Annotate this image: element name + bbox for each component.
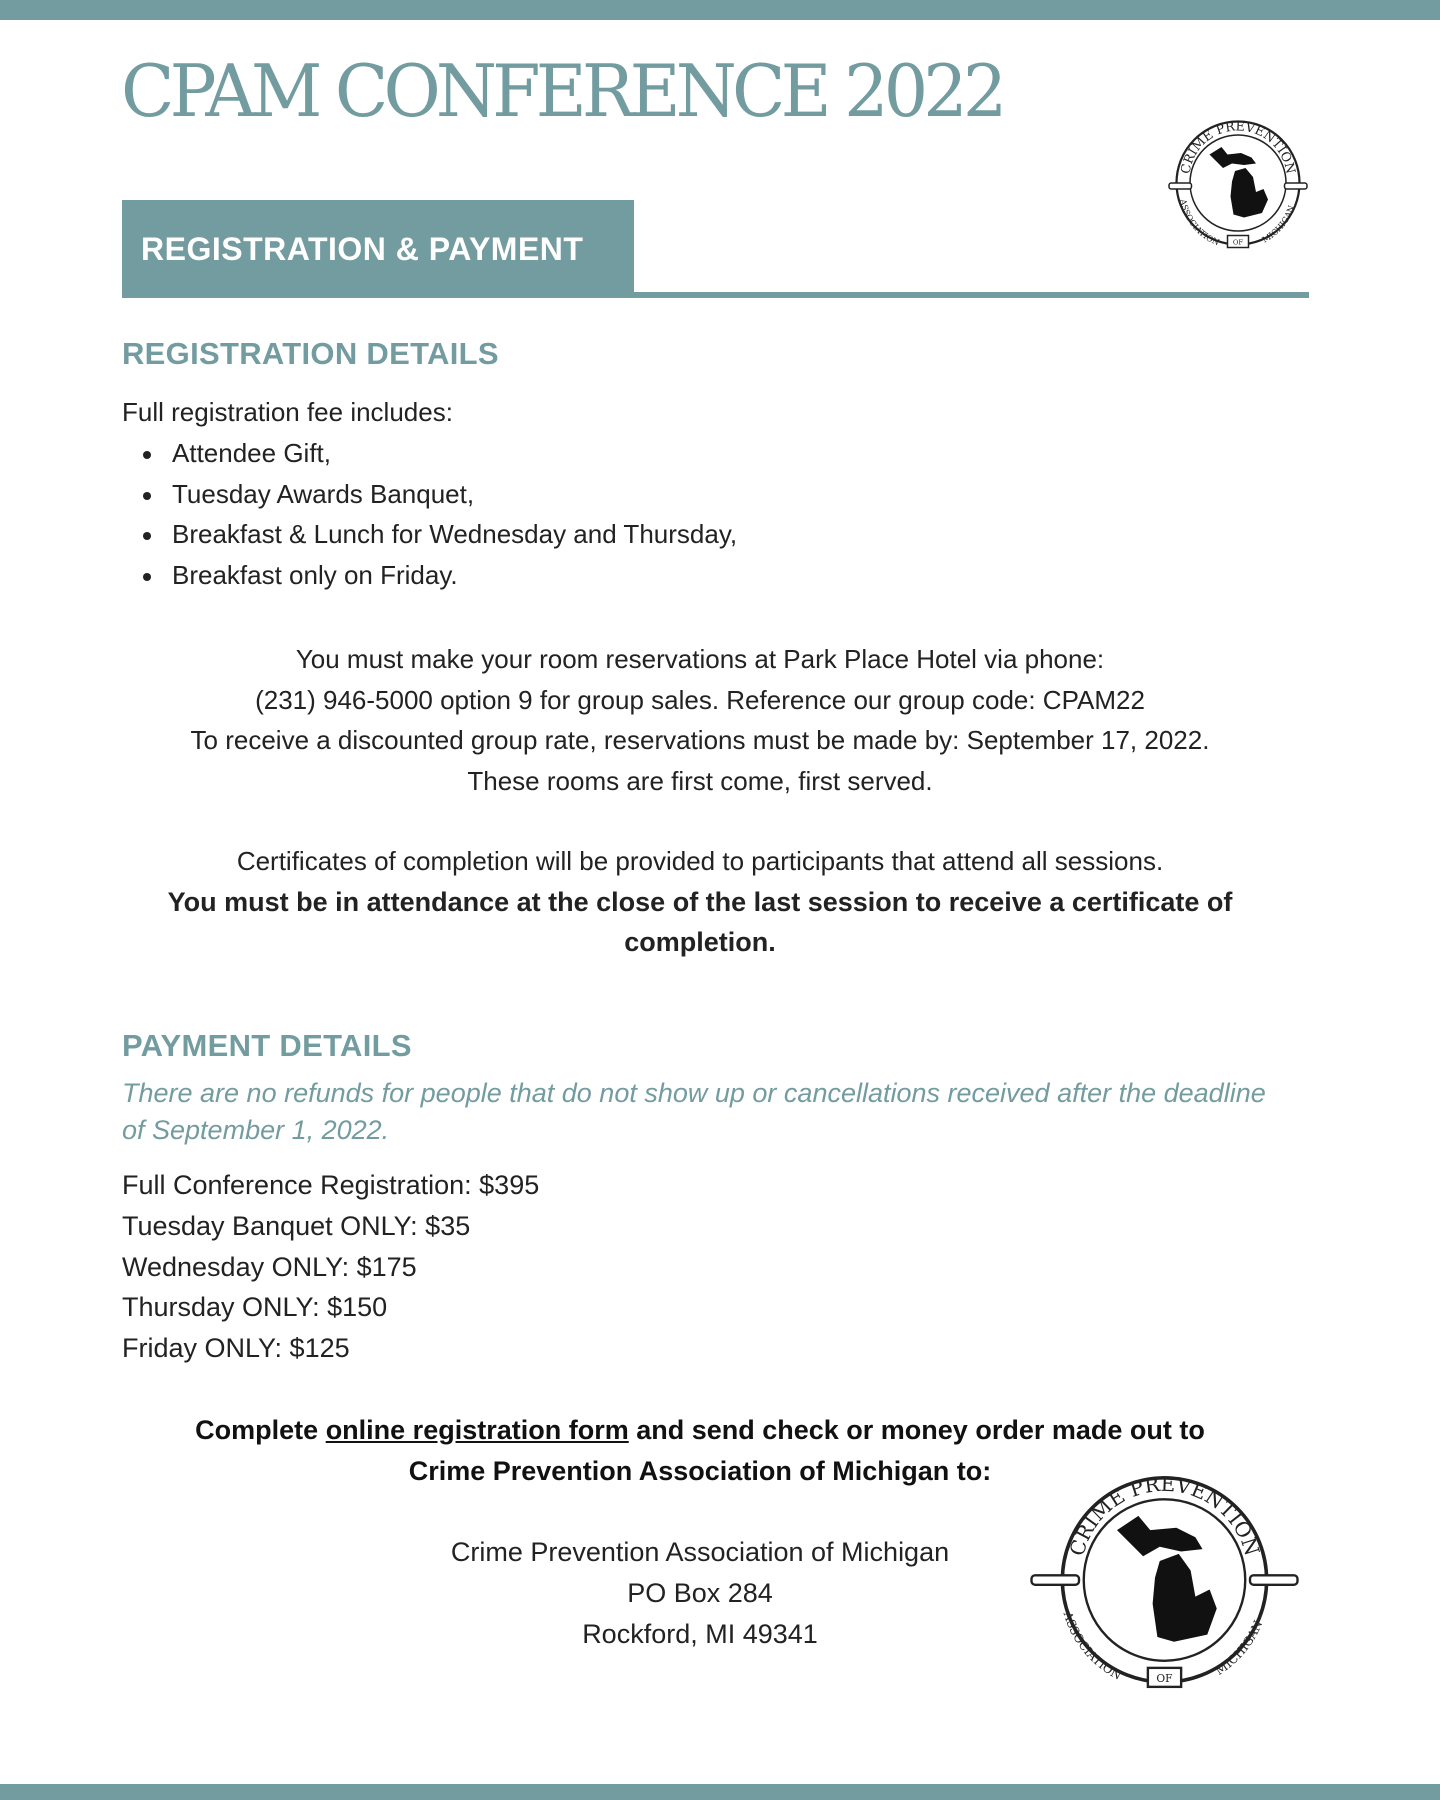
price-item: Tuesday Banquet ONLY: $35 xyxy=(122,1210,471,1241)
address-line: PO Box 284 xyxy=(627,1578,773,1608)
hotel-reservation-info xyxy=(0,639,1400,801)
hotel-deadline-line: To receive a discounted group rate, reservations must be made by: September 17, 2022. xyxy=(190,725,1210,755)
includes-list xyxy=(122,433,737,595)
refund-policy: There are no refunds for people that do not show up or cancellations received after the deadline of September 1, 2022. xyxy=(122,1078,1266,1145)
online-registration-form-link[interactable]: online registration form xyxy=(325,1415,629,1445)
list-item: Breakfast & Lunch for Wednesday and Thursday, xyxy=(122,514,737,555)
instructions-text: Complete xyxy=(195,1415,326,1445)
price-list xyxy=(122,1165,539,1369)
list-item: Attendee Gift, xyxy=(122,433,737,474)
svg-text:ASSOCIATION: ASSOCIATION xyxy=(1178,198,1222,248)
certificate-line: Certificates of completion will be provided to participants that attend all sessions. xyxy=(236,846,1164,876)
price-item: Thursday ONLY: $150 xyxy=(122,1292,388,1323)
price-item: Full Conference Registration: $395 xyxy=(122,1170,540,1200)
svg-text:CRIME PREVENTION: CRIME PREVENTION xyxy=(1064,1471,1265,1559)
payment-details-heading: PAYMENT DETAILS xyxy=(122,1028,412,1063)
svg-text:OF: OF xyxy=(1232,238,1244,247)
address-line: Rockford, MI 49341 xyxy=(582,1619,818,1649)
svg-text:MICHIGAN: MICHIGAN xyxy=(1260,203,1297,245)
mailing-address xyxy=(380,1532,1020,1655)
instructions-text: and send check or money order made out to xyxy=(628,1415,1205,1445)
svg-text:MICHIGAN: MICHIGAN xyxy=(1212,1618,1266,1678)
certificate-requirement: You must be in attendance at the close of the last session to receive a certificate of completion. xyxy=(167,886,1233,957)
cpam-logo-large-icon xyxy=(1022,1460,1307,1700)
registration-details-heading: REGISTRATION DETAILS xyxy=(122,336,499,371)
svg-text:OF: OF xyxy=(1156,1672,1173,1686)
price-item: Friday ONLY: $125 xyxy=(122,1333,350,1364)
hotel-line: You must make your room reservations at Park Place Hotel via phone: xyxy=(295,644,1105,674)
address-line: Crime Prevention Association of Michigan xyxy=(450,1537,950,1567)
certificate-info xyxy=(0,841,1400,963)
svg-text:CRIME PREVENTION: CRIME PREVENTION xyxy=(1178,119,1298,176)
bottom-accent-bar xyxy=(0,1784,1440,1800)
list-item: Breakfast only on Friday. xyxy=(122,555,737,596)
includes-intro: Full registration fee includes: xyxy=(122,397,453,427)
top-accent-bar xyxy=(0,0,1440,20)
instructions-payee: Crime Prevention Association of Michigan to: xyxy=(408,1456,992,1486)
price-item: Wednesday ONLY: $175 xyxy=(122,1251,417,1282)
page-title: CPAM CONFERENCE 2022 xyxy=(121,49,1003,133)
section-banner xyxy=(122,200,634,298)
svg-text:ASSOCIATION: ASSOCIATION xyxy=(1060,1609,1124,1683)
hotel-line: These rooms are first come, first served. xyxy=(467,765,933,796)
banner-divider xyxy=(634,292,1309,298)
hotel-phone-line: (231) 946-5000 option 9 for group sales. Reference our group code: CPAM22 xyxy=(255,684,1145,715)
list-item: Tuesday Awards Banquet, xyxy=(122,474,737,515)
cpam-logo-icon xyxy=(1163,108,1313,258)
banner-title: REGISTRATION & PAYMENT xyxy=(141,230,584,267)
